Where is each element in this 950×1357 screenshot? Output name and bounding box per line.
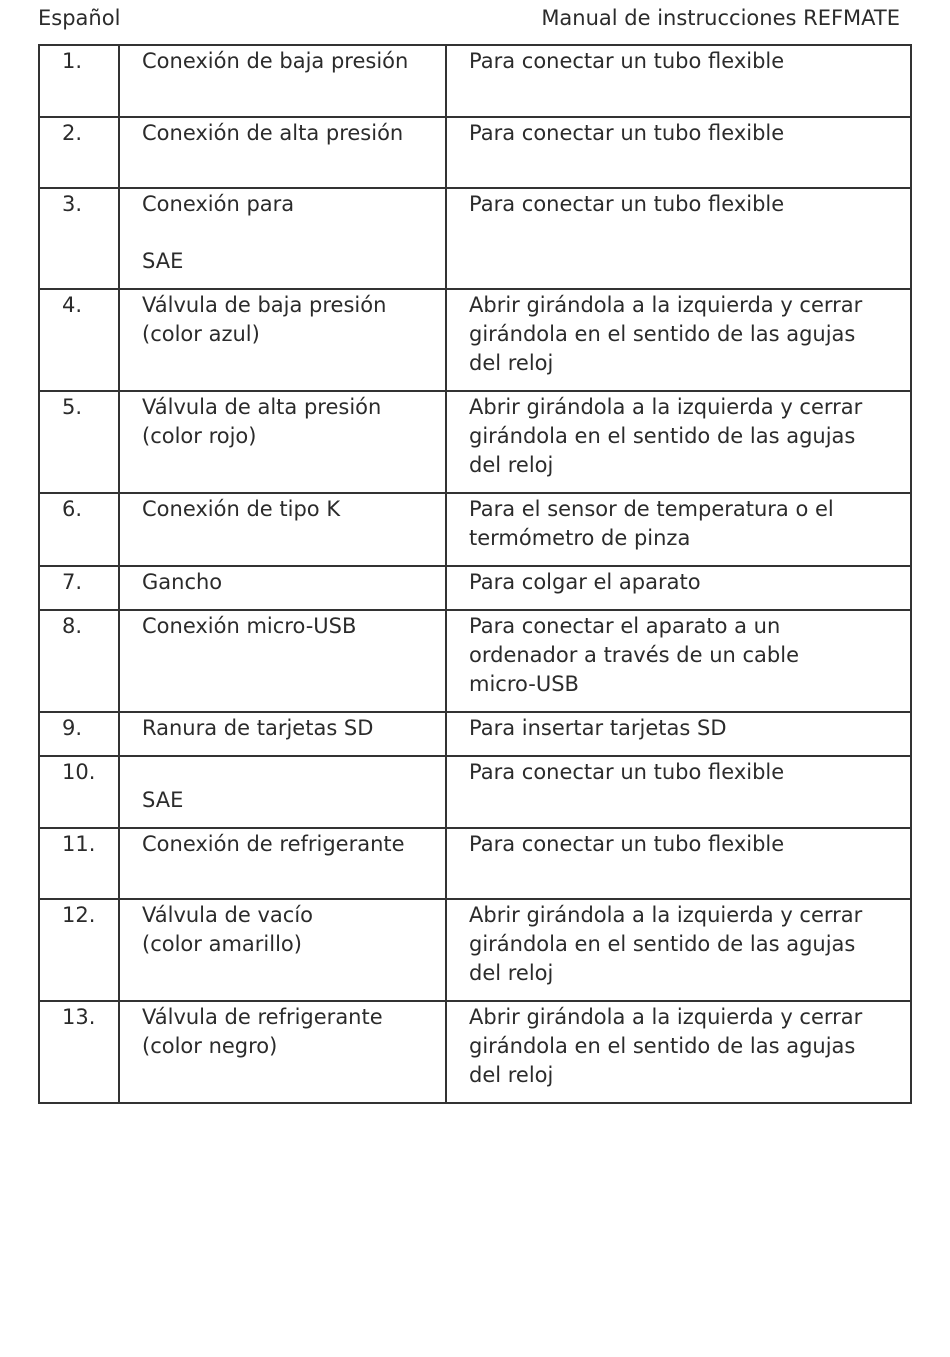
table-row <box>39 1001 911 1103</box>
parts-table <box>38 44 912 1104</box>
part-description <box>446 610 911 712</box>
part-description-line: Para conectar un tubo flexible <box>469 832 785 856</box>
part-name-line: (color rojo) <box>142 424 257 448</box>
part-description-line: del reloj <box>469 453 554 477</box>
table-row <box>39 117 911 188</box>
part-description-line: micro-USB <box>469 672 579 696</box>
language-label: Español <box>38 6 121 30</box>
part-description-line: del reloj <box>469 1063 554 1087</box>
part-name-line: Conexión de refrigerante <box>142 832 405 856</box>
row-number: 4. <box>39 289 119 391</box>
page-header <box>38 4 900 32</box>
part-description-line: girándola en el sentido de las agujas <box>469 424 856 448</box>
part-description <box>446 391 911 493</box>
part-description <box>446 899 911 1001</box>
part-name <box>119 45 446 117</box>
part-name-line: Válvula de refrigerante <box>142 1005 383 1029</box>
row-number: 8. <box>39 610 119 712</box>
part-description-line: Para colgar el aparato <box>469 570 701 594</box>
row-number: 11. <box>39 828 119 899</box>
table-row <box>39 756 911 828</box>
part-description-line: Abrir girándola a la izquierda y cerrar <box>469 903 863 927</box>
part-name-line: SAE <box>142 249 184 273</box>
part-name-line: SAE <box>142 788 184 812</box>
part-description-line: Abrir girándola a la izquierda y cerrar <box>469 1005 863 1029</box>
part-description <box>446 566 911 610</box>
part-name-line: Conexión de tipo K <box>142 497 341 521</box>
part-description <box>446 1001 911 1103</box>
part-name <box>119 899 446 1001</box>
part-description <box>446 756 911 828</box>
part-description-line: Para conectar un tubo flexible <box>469 760 785 784</box>
row-number: 7. <box>39 566 119 610</box>
part-name <box>119 828 446 899</box>
part-description-line: del reloj <box>469 351 554 375</box>
blank-line <box>142 758 435 786</box>
row-number: 13. <box>39 1001 119 1103</box>
part-description-line: girándola en el sentido de las agujas <box>469 1034 856 1058</box>
part-description-line: Para conectar un tubo flexible <box>469 121 785 145</box>
table-row <box>39 828 911 899</box>
table-row <box>39 610 911 712</box>
manual-title: Manual de instrucciones REFMATE <box>541 6 900 30</box>
table-row <box>39 45 911 117</box>
part-name-line: (color amarillo) <box>142 932 302 956</box>
part-description-line: Para el sensor de temperatura o el <box>469 497 834 521</box>
part-name-line: Conexión para <box>142 192 295 216</box>
table-row <box>39 188 911 289</box>
row-number: 2. <box>39 117 119 188</box>
table-row <box>39 566 911 610</box>
table-row <box>39 391 911 493</box>
part-name-line: Válvula de baja presión <box>142 293 387 317</box>
part-name <box>119 756 446 828</box>
part-description <box>446 117 911 188</box>
blank-line <box>142 219 435 247</box>
part-description-line: girándola en el sentido de las agujas <box>469 322 856 346</box>
part-name <box>119 391 446 493</box>
part-name-line: Válvula de alta presión <box>142 395 382 419</box>
part-description-line: Para conectar un tubo flexible <box>469 49 785 73</box>
part-name <box>119 610 446 712</box>
part-name-line: Gancho <box>142 570 223 594</box>
part-name <box>119 117 446 188</box>
part-description-line: termómetro de pinza <box>469 526 691 550</box>
table-row <box>39 712 911 756</box>
table-row <box>39 493 911 566</box>
part-description-line: Para conectar un tubo flexible <box>469 192 785 216</box>
part-description-line: Abrir girándola a la izquierda y cerrar <box>469 293 863 317</box>
part-name-line: (color negro) <box>142 1034 278 1058</box>
table-row <box>39 899 911 1001</box>
part-description-line: del reloj <box>469 961 554 985</box>
part-description <box>446 45 911 117</box>
part-name-line: Conexión de baja presión <box>142 49 409 73</box>
row-number: 12. <box>39 899 119 1001</box>
part-name-line: Conexión de alta presión <box>142 121 404 145</box>
part-name <box>119 1001 446 1103</box>
part-description <box>446 188 911 289</box>
row-number: 9. <box>39 712 119 756</box>
parts-table-body <box>39 45 911 1103</box>
row-number: 1. <box>39 45 119 117</box>
part-description-line: Abrir girándola a la izquierda y cerrar <box>469 395 863 419</box>
table-row <box>39 289 911 391</box>
row-number: 3. <box>39 188 119 289</box>
part-description-line: ordenador a través de un cable <box>469 643 799 667</box>
row-number: 5. <box>39 391 119 493</box>
row-number: 6. <box>39 493 119 566</box>
part-name-line: Conexión micro-USB <box>142 614 357 638</box>
part-description <box>446 712 911 756</box>
part-description <box>446 493 911 566</box>
part-description-line: Para insertar tarjetas SD <box>469 716 727 740</box>
part-description <box>446 828 911 899</box>
part-description-line: Para conectar el aparato a un <box>469 614 781 638</box>
row-number: 10. <box>39 756 119 828</box>
part-name <box>119 712 446 756</box>
part-name-line: (color azul) <box>142 322 260 346</box>
part-name-line: Ranura de tarjetas SD <box>142 716 374 740</box>
part-name <box>119 566 446 610</box>
part-name <box>119 289 446 391</box>
part-description <box>446 289 911 391</box>
part-name-line: Válvula de vacío <box>142 903 314 927</box>
part-description-line: girándola en el sentido de las agujas <box>469 932 856 956</box>
part-name <box>119 188 446 289</box>
part-name <box>119 493 446 566</box>
